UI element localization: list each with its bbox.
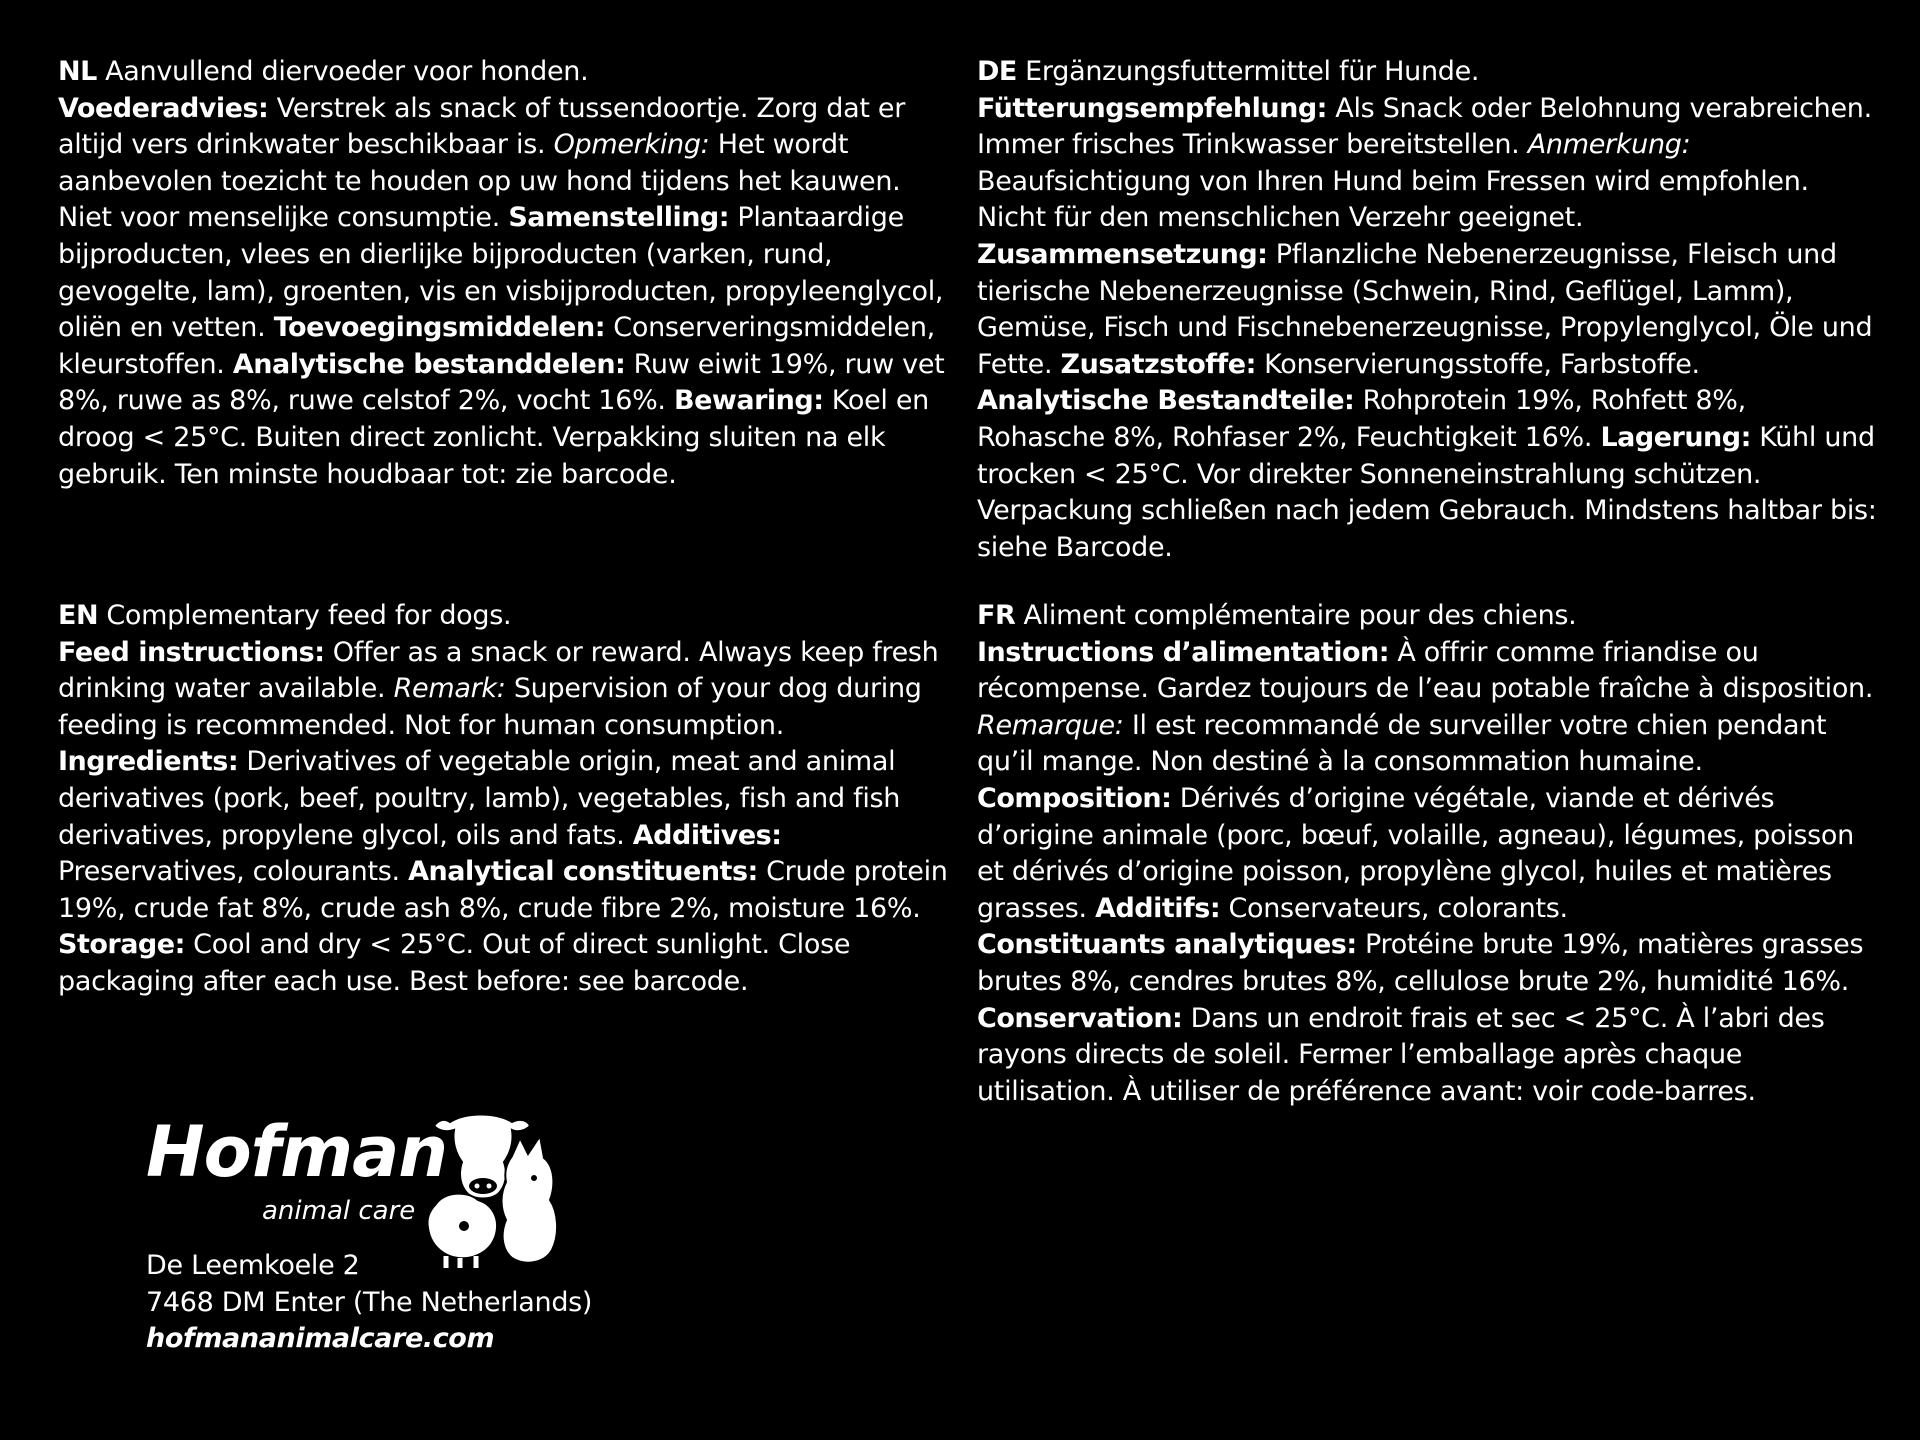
en-composition-label: Ingredients: bbox=[58, 746, 239, 778]
nl-storage-text: Koel en droog < 25°C. Buiten direct zonlicht. Verpakking sluiten na elk gebruik. Ten minste houdbaar tot: zie barcode. bbox=[58, 385, 929, 490]
nl-section bbox=[58, 54, 958, 493]
de-composition-text: Pflanzliche Nebenerzeugnisse, Fleisch und tierische Nebenerzeugnisse (Schwein, Rind, Geflügel, Lamm), Gemüse, Fisch und Fischnebenerzeugnisse, Propylenglycol, Öle und Fette. bbox=[977, 238, 1873, 380]
en-composition-text: Derivatives of vegetable origin, meat and animal derivatives (pork, beef, poultry, lamb), vegetables, fish and fish derivatives, propylene glycol, oils and fats. bbox=[58, 746, 901, 851]
fr-feed-label: Instructions d’alimentation: bbox=[977, 636, 1390, 668]
de-storage-text: Kühl und trocken < 25°C. Vor direkter Sonneneinstrahlung schützen. Verpackung schließen nach jedem Gebrauch. Mindstens haltbar bis: siehe Barcode. bbox=[977, 421, 1877, 563]
en-remark-label: Remark: bbox=[393, 673, 506, 705]
fr-feed-text: À offrir comme friandise ou récompense. Gardez toujours de l’eau potable fraîche à disposition. bbox=[977, 636, 1874, 705]
en-additives-text: Preservatives, colourants. bbox=[58, 856, 400, 888]
de-remark-label: Anmerkung: bbox=[1527, 129, 1691, 161]
de-analytical-text: Rohprotein 19%, Rohfett 8%, Rohasche 8%, Rohfaser 2%, Feuchtigkeit 16%. bbox=[977, 385, 1746, 453]
address-line-1: De Leemkoele 2 bbox=[146, 1250, 360, 1281]
nl-remark-label: Opmerking: bbox=[553, 129, 710, 161]
fr-storage-text: Dans un endroit frais et sec < 25°C. À l’abri des rayons directs de soleil. Fermer l’emballage après chaque utilisation. À utiliser de préférence avant: voir code-barres. bbox=[977, 1002, 1825, 1107]
fr-remark-label: Remarque: bbox=[977, 709, 1124, 741]
nl-feed-label: Voederadvies: bbox=[58, 92, 269, 124]
nl-analytical-text: Ruw eiwit 19%, ruw vet 8%, ruwe as 8%, ruwe celstof 2%, vocht 16%. bbox=[58, 348, 945, 417]
fr-composition-label: Composition: bbox=[977, 782, 1172, 814]
nl-lang-code: NL bbox=[58, 56, 97, 87]
brand-address bbox=[146, 1248, 592, 1358]
de-title: Ergänzungsfuttermittel für Hunde. bbox=[1025, 56, 1480, 87]
nl-composition-text: Plantaardige bijproducten, vlees en dierlijke bijproducten (varken, rund, gevogelte, lam), groenten, vis en visbijproducten, propyleenglycol, oliën en vetten. bbox=[58, 202, 944, 344]
de-feed-text: Als Snack oder Belohnung verabreichen. Immer frisches Trinkwasser bereitstellen. bbox=[977, 92, 1872, 161]
en-title: Complementary feed for dogs. bbox=[106, 600, 512, 631]
fr-lang-code: FR bbox=[977, 600, 1016, 631]
nl-storage-label: Bewaring: bbox=[674, 385, 824, 417]
en-remark-text: Supervision of your dog during feeding is recommended. Not for human consumption. bbox=[58, 673, 922, 741]
en-feed-label: Feed instructions: bbox=[58, 636, 325, 668]
en-feed-text: Offer as a snack or reward. Always keep fresh drinking water available. bbox=[58, 636, 939, 705]
brand-tagline: animal care bbox=[262, 1196, 416, 1226]
en-analytical-text: Crude protein 19%, crude fat 8%, crude ash 8%, crude fibre 2%, moisture 16%. bbox=[58, 856, 948, 924]
nl-title: Aanvullend diervoeder voor honden. bbox=[105, 56, 589, 87]
nl-composition-label: Samenstelling: bbox=[508, 202, 730, 234]
en-paragraph bbox=[58, 598, 958, 1001]
fr-analytical-text: Protéine brute 19%, matières grasses brutes 8%, cendres brutes 8%, cellulose brute 2%, humidité 16%. bbox=[977, 929, 1864, 997]
nl-remark-text: Het wordt aanbevolen toezicht te houden op uw hond tijdens het kauwen. Niet voor menselijke consumptie. bbox=[58, 129, 901, 234]
de-composition-label: Zusammensetzung: bbox=[977, 238, 1268, 270]
fr-title: Aliment complémentaire pour des chiens. bbox=[1023, 600, 1577, 631]
de-paragraph bbox=[977, 54, 1877, 566]
fr-analytical-label: Constituants analytiques: bbox=[977, 929, 1357, 961]
en-analytical-label: Analytical constituents: bbox=[408, 856, 758, 888]
de-feed-label: Fütterungsempfehlung: bbox=[977, 92, 1327, 124]
de-section bbox=[977, 54, 1877, 566]
fr-additives-text: Conservateurs, colorants. bbox=[1228, 892, 1568, 924]
de-additives-text: Konservierungsstoffe, Farbstoffe. bbox=[1264, 348, 1700, 380]
en-additives-label: Additives: bbox=[632, 819, 782, 851]
en-storage-text: Cool and dry < 25°C. Out of direct sunlight. Close packaging after each use. Best before: see barcode. bbox=[58, 929, 851, 997]
nl-paragraph bbox=[58, 54, 958, 493]
fr-paragraph bbox=[977, 598, 1877, 1110]
de-storage-label: Lagerung: bbox=[1600, 421, 1751, 453]
fr-section bbox=[977, 598, 1877, 1110]
en-lang-code: EN bbox=[58, 600, 99, 631]
de-lang-code: DE bbox=[977, 56, 1017, 87]
nl-feed-text: Verstrek als snack of tussendoortje. Zorg dat er altijd vers drinkwater beschikbaar is. bbox=[58, 92, 906, 161]
fr-composition-text: Dérivés d’origine végétale, viande et dérivés d’origine animale (porc, bœuf, volaille, agneau), légumes, poisson et dérivés d’origine poisson, propylène glycol, huiles et matières grasses. bbox=[977, 782, 1854, 924]
fr-storage-label: Conservation: bbox=[977, 1002, 1183, 1034]
en-storage-label: Storage: bbox=[58, 929, 185, 961]
nl-analytical-label: Analytische bestanddelen: bbox=[232, 348, 626, 380]
nl-additives-text: Conserveringsmiddelen, kleurstoffen. bbox=[58, 312, 935, 380]
de-remark-text: Beaufsichtigung von Ihren Hund beim Fressen wird empfohlen. Nicht für den menschlichen Verzehr geeignet. bbox=[977, 165, 1809, 234]
animals-silhouette-icon bbox=[416, 1108, 566, 1268]
fr-remark-text: Il est recommandé de surveiller votre chien pendant qu’il mange. Non destiné à la consommation humaine. bbox=[977, 709, 1827, 778]
nl-additives-label: Toevoegingsmiddelen: bbox=[273, 312, 605, 344]
fr-additives-label: Additifs: bbox=[1095, 892, 1221, 924]
website-link[interactable]: hofmananimalcare.com bbox=[146, 1323, 495, 1355]
brand-logo bbox=[146, 1108, 566, 1268]
de-additives-label: Zusatzstoffe: bbox=[1060, 348, 1256, 380]
address-line-2: 7468 DM Enter (The Netherlands) bbox=[146, 1286, 593, 1318]
en-section bbox=[58, 598, 958, 1001]
brand-name: Hofman bbox=[146, 1111, 448, 1193]
de-analytical-label: Analytische Bestandteile: bbox=[977, 385, 1355, 417]
